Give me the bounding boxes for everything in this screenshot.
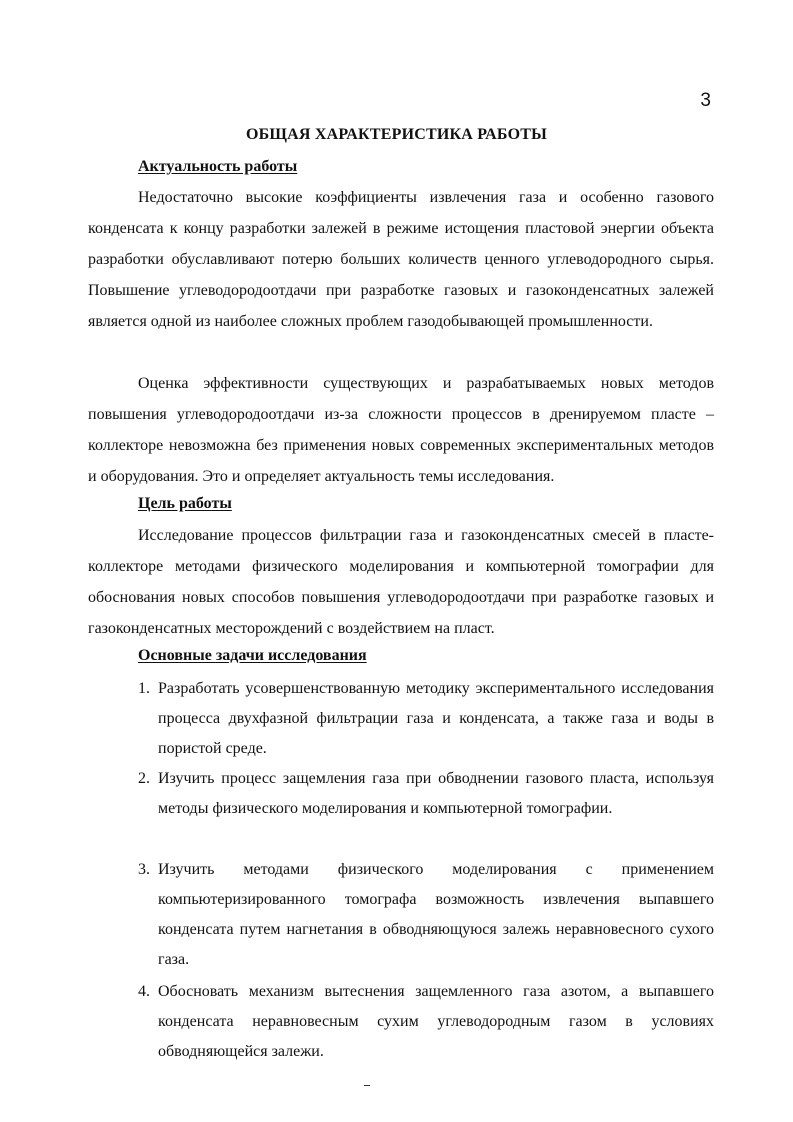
task-list-item-4 (138, 977, 714, 1067)
list-text: Обосновать механизм вытеснения защемленного газа азотом, а выпавшего конденсата неравновесным сухим углеводородным газом в условиях обводняющейся залежи. (158, 983, 714, 1060)
list-number: 3. (138, 861, 150, 878)
list-text: Изучить процесс защемления газа при обводнении газового пласта, используя методы физического моделирования и компьютерной томографии. (158, 770, 714, 817)
page-number: 3 (700, 90, 711, 111)
list-number: 1. (138, 680, 150, 697)
list-number: 4. (138, 983, 150, 1000)
section-heading-tasks: Основные задачи исследования (138, 647, 367, 664)
goal-paragraph: Исследование процессов фильтрации газа и газоконденсатных смесей в пласте-коллекторе методами физического моделирования и компьютерной томографии для обоснования новых способов повышения углеводородоотдачи при разработке газовых и газоконденсатных месторождений с воздействием на пласт. (88, 527, 714, 637)
section-heading-goal: Цель работы (138, 495, 232, 512)
list-text: Разработать усовершенствованную методику экспериментального исследования процесса двухфазной фильтрации газа и конденсата, а также газа и воды в пористой среде. (158, 680, 714, 757)
footer-dash (364, 1085, 370, 1086)
page-title: ОБЩАЯ ХАРАКТЕРИСТИКА РАБОТЫ (245, 126, 548, 143)
task-list-item-3 (138, 855, 714, 975)
list-text: Изучить методами физического моделирования с применением компьютеризированного томографа возможность извлечения выпавшего конденсата путем нагнетания в обводняющуюся залежь неравновесного сухого газа. (158, 861, 714, 968)
task-list-item-2 (138, 764, 714, 824)
task-list-item-1 (138, 674, 714, 764)
relevance-paragraph-1: Недостаточно высокие коэффициенты извлечения газа и особенно газового конденсата к концу разработки залежей в режиме истощения пластовой энергии объекта разработки обуславливают потерю больших количеств ценного углеводородного сырья. Повышение углеводородоотдачи при разработке газовых и газоконденсатных залежей является одной из наиболее сложных проблем газодобывающей промышленности. (88, 189, 714, 330)
list-number: 2. (138, 770, 150, 787)
relevance-paragraph-2: Оценка эффективности существующих и разрабатываемых новых методов повышения углеводородоотдачи из-за сложности процессов в дренируемом пласте – коллекторе невозможна без применения новых современных экспериментальных методов и оборудования. Это и определяет актуальность темы исследования. (88, 375, 714, 485)
section-heading-relevance: Актуальность работы (138, 158, 298, 175)
